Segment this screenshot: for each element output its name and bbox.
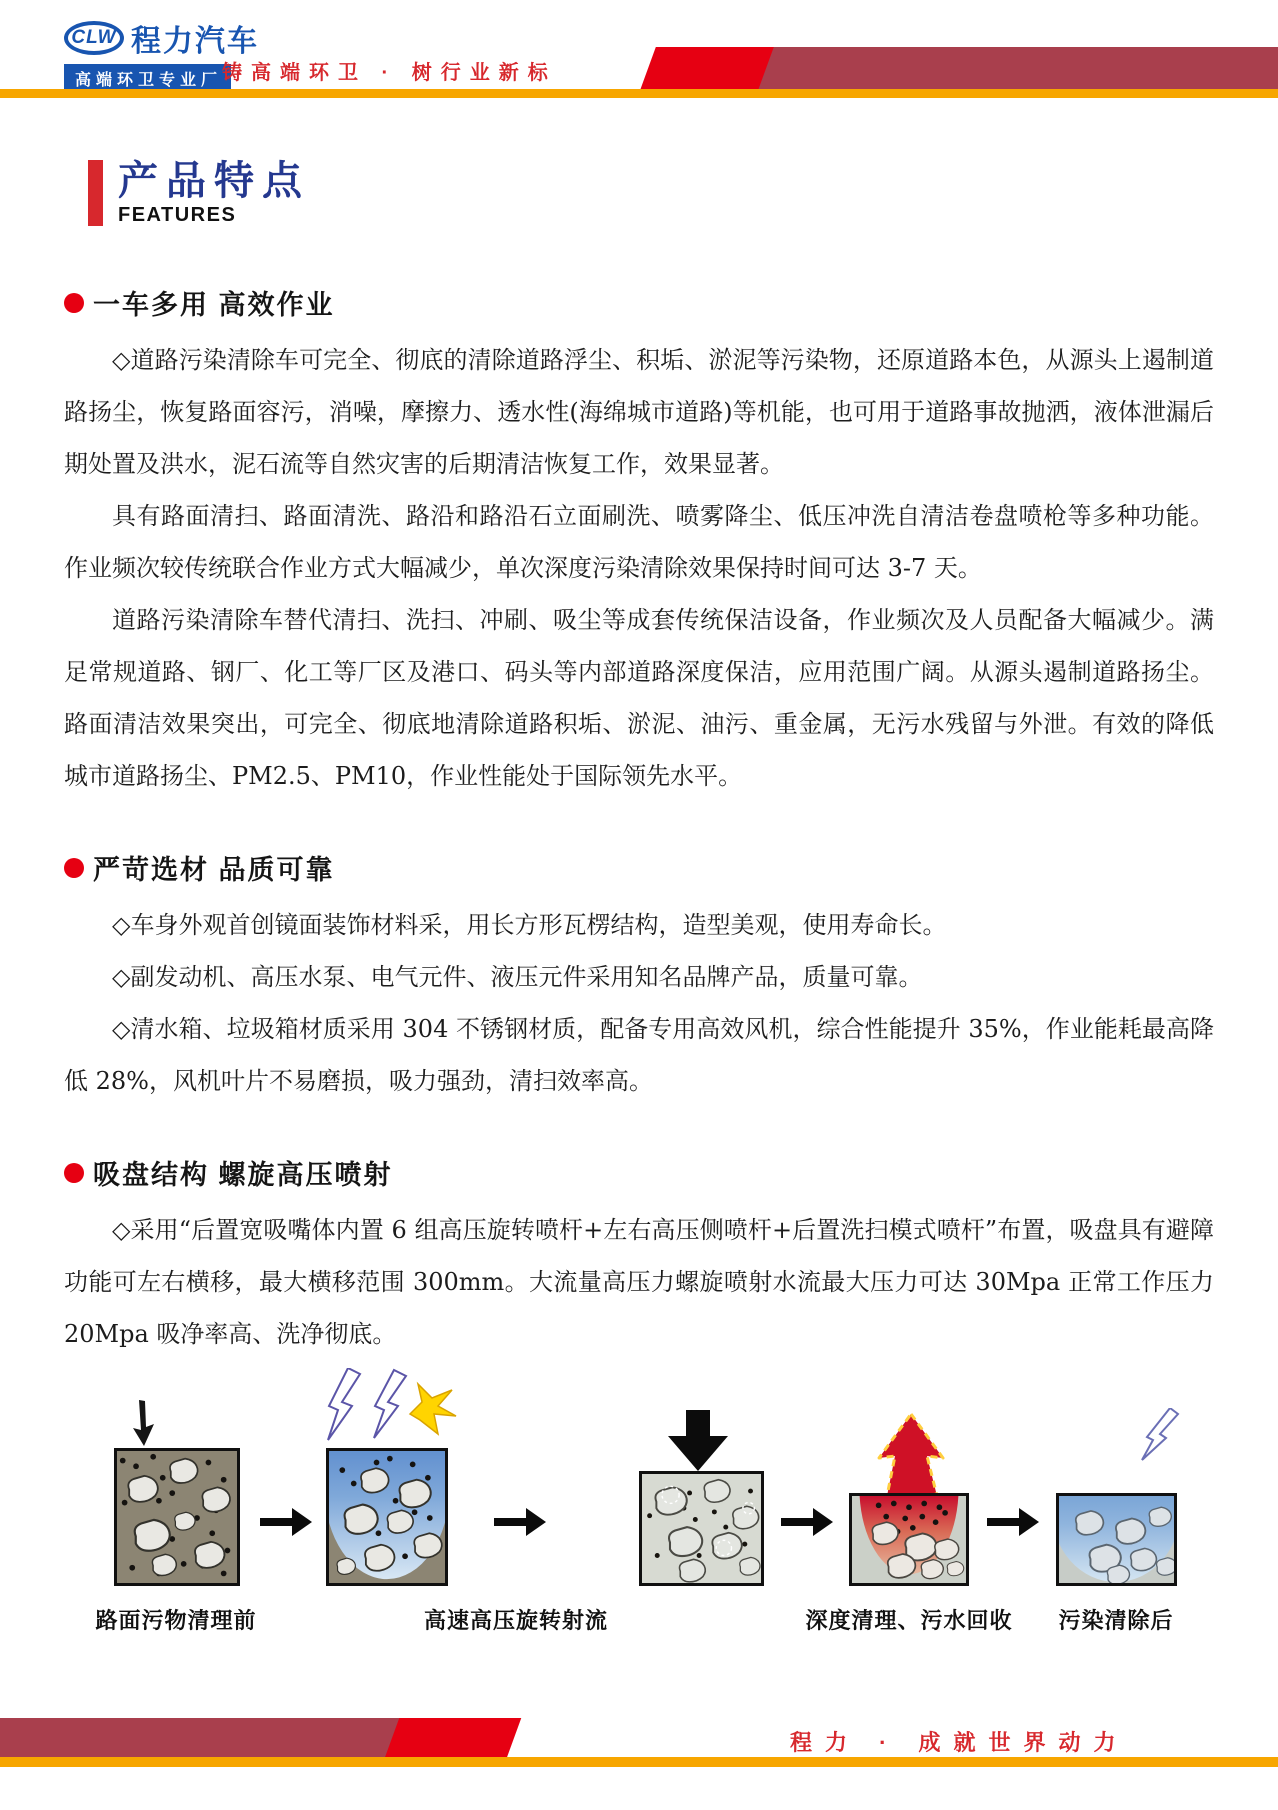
suction-recovery-panel <box>849 1493 969 1586</box>
red-bullet-icon <box>64 858 84 878</box>
feature-2-paragraphs <box>64 899 1214 1107</box>
suction-recovery-art <box>852 1496 966 1583</box>
paragraph: ◇车身外观首创镜面装饰材料采，用长方形瓦楞结构，造型美观，使用寿命长。 <box>112 911 947 939</box>
jet-lightning-icons <box>314 1368 460 1454</box>
rotating-jet-result-panel <box>639 1471 764 1586</box>
right-arrow-icon <box>260 1508 312 1536</box>
page-subtitle: FEATURES <box>118 204 237 226</box>
header-orange-bar <box>0 89 1278 98</box>
header-slogan: 铸高端环卫 · 树行业新标 <box>222 62 557 84</box>
suction-up-arrow-icon <box>872 1412 950 1498</box>
red-bullet-icon <box>64 1163 84 1183</box>
footer-red-sash <box>385 1718 522 1758</box>
jet-spray-panel <box>326 1448 448 1586</box>
jet-spray-art <box>329 1451 445 1583</box>
dirty-road-art <box>117 1451 237 1583</box>
clean-road-art <box>1059 1496 1174 1583</box>
diagram-caption-1: 路面污物清理前 <box>95 1608 257 1633</box>
feature-heading-2-label: 严苛选材 品质可靠 <box>93 855 335 885</box>
red-bullet-icon <box>64 293 84 313</box>
feature-heading-3-label: 吸盘结构 螺旋高压喷射 <box>93 1160 393 1190</box>
diagram-caption-3: 深度清理、污水回收 <box>805 1608 1013 1633</box>
paragraph: 道路污染清除车替代清扫、洗扫、冲刷、吸尘等成套传统保洁设备，作业频次及人员配备大幅减少。满足常规道路、钢厂、化工等厂区及港口、码头等内部道路深度保洁，应用范围广阔。从源头遏制道路扬尘。路面清洁效果突出，可完全、彻底地清除道路积垢、淤泥、油污、重金属，无污水残留与外泄。有效的降低城市道路扬尘、PM2.5、PM10，作业性能处于国际领先水平。 <box>64 606 1214 790</box>
footer-maroon-sash <box>0 1718 415 1758</box>
brand-subtitle-badge: 高端环卫专业厂 <box>64 64 231 93</box>
right-arrow-icon <box>781 1508 833 1536</box>
feature-heading-2 <box>64 848 1214 887</box>
content-area <box>0 283 1278 1673</box>
feature-heading-1 <box>64 283 1214 322</box>
feature-3-paragraphs <box>64 1204 1214 1360</box>
footer-orange-bar <box>0 1757 1278 1767</box>
paragraph: 具有路面清扫、路面清洗、路沿和路沿石立面刷洗、喷雾降尘、低压冲洗自清洁卷盘喷枪等多种功能。作业频次较传统联合作业方式大幅减少，单次深度污染清除效果保持时间可达 3-7 天。 <box>64 502 1214 582</box>
section-title-block <box>88 160 1278 227</box>
thick-down-arrow-icon <box>667 1410 729 1472</box>
header-red-sash <box>640 47 774 90</box>
cleaning-process-diagram <box>64 1368 1214 1673</box>
clw-logo-icon: CLW <box>64 21 124 55</box>
right-arrow-icon <box>494 1508 546 1536</box>
down-arrow-icon <box>124 1400 158 1448</box>
page-header <box>0 0 1278 98</box>
clean-road-panel <box>1056 1493 1177 1586</box>
paragraph: ◇副发动机、高压水泵、电气元件、液压元件采用知名品牌产品，质量可靠。 <box>112 963 923 991</box>
header-maroon-sash <box>728 47 1278 90</box>
rotating-jet-art <box>642 1474 761 1583</box>
diagram-caption-2: 高速高压旋转射流 <box>423 1608 609 1633</box>
paragraph: ◇道路污染清除车可完全、彻底的清除道路浮尘、积垢、淤泥等污染物，还原道路本色，从源头上遏制道路扬尘，恢复路面容污，消噪，摩擦力、透水性(海绵城市道路)等机能，也可用于道路事故抛洒，液体泄漏后期处置及洪水，泥石流等自然灾害的后期清洁恢复工作，效果显著。 <box>64 346 1214 478</box>
feature-heading-1-label: 一车多用 高效作业 <box>93 290 335 320</box>
clean-jet-arrow-icon <box>1136 1408 1184 1464</box>
title-red-bar <box>88 160 103 226</box>
feature-1-paragraphs <box>64 334 1214 802</box>
feature-heading-3 <box>64 1153 1214 1192</box>
page-title: 产品特点 <box>118 159 310 203</box>
brand-name: 程力汽车 <box>131 25 259 58</box>
paragraph: ◇清水箱、垃圾箱材质采用 304 不锈钢材质，配备专用高效风机，综合性能提升 35%，作业能耗最高降低 28%，风机叶片不易磨损，吸力强劲，清扫效率高。 <box>64 1015 1214 1095</box>
footer-slogan: 程力 · 成就世界动力 <box>790 1730 1129 1755</box>
paragraph: ◇采用“后置宽吸嘴体内置 6 组高压旋转喷杆+左右高压侧喷杆+后置洗扫模式喷杆”布置，吸盘具有避障功能可左右横移，最大横移范围 300mm。大流量高压力螺旋喷射水流最大压力可达 30Mpa 正常工作压力 20Mpa 吸净率高、洗净彻底。 <box>64 1216 1214 1348</box>
diagram-caption-4: 污染清除后 <box>1058 1608 1174 1633</box>
right-arrow-icon <box>987 1508 1039 1536</box>
dirty-road-panel <box>114 1448 240 1586</box>
